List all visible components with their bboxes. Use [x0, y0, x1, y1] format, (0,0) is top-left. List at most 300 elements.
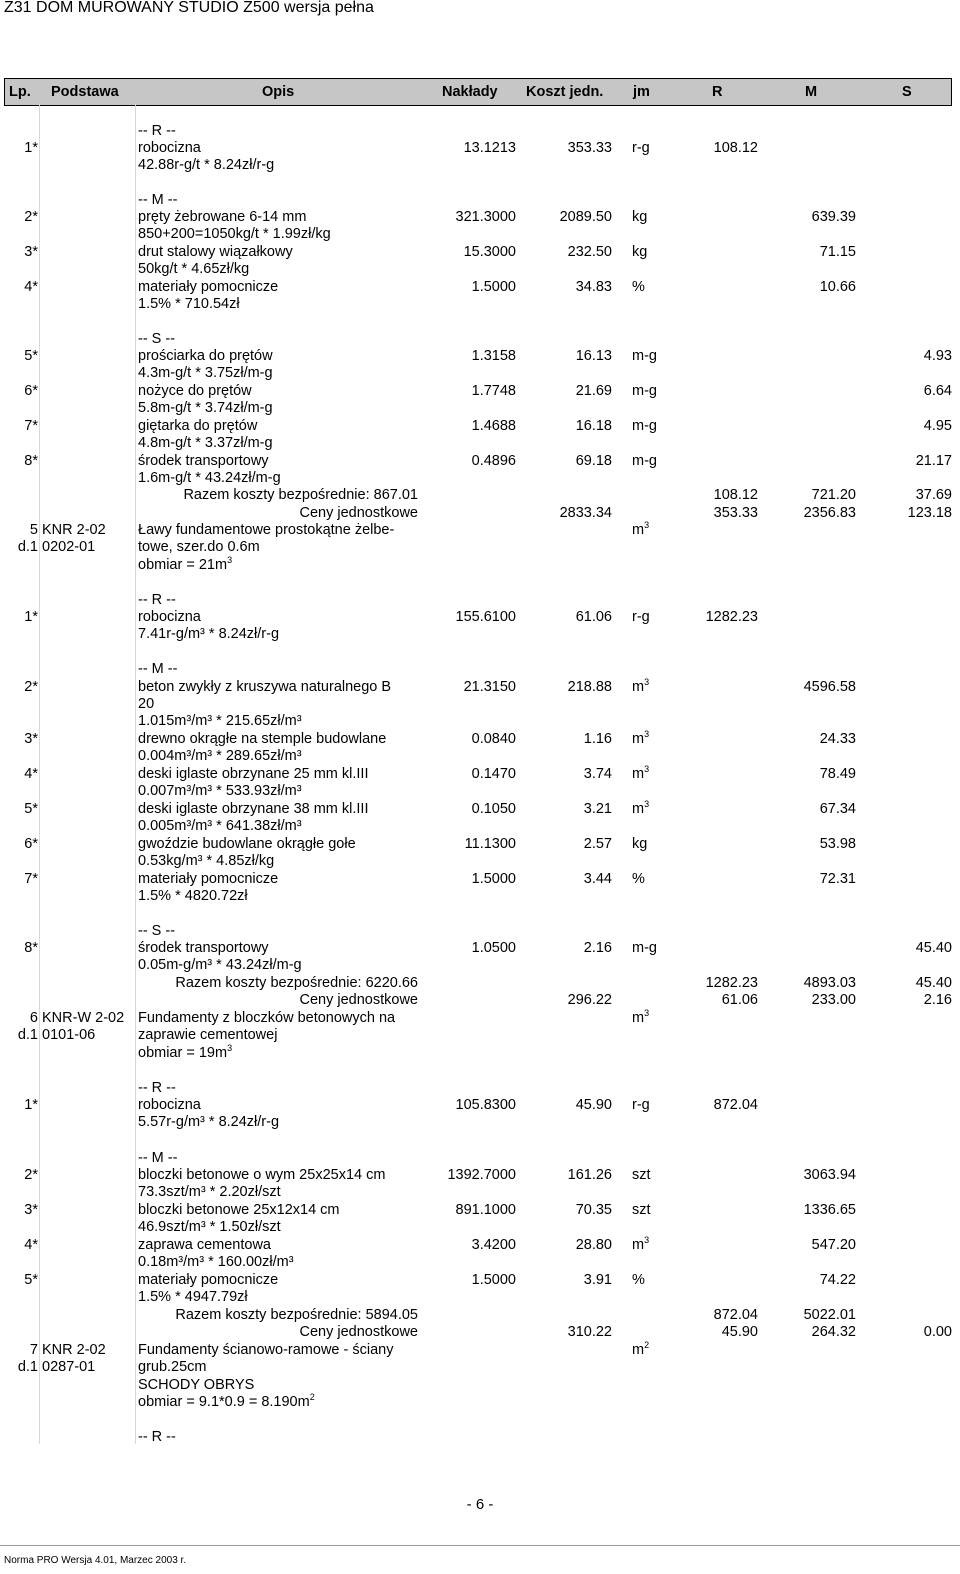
- cell-r-text: 45.90: [721, 1324, 758, 1340]
- cell-opis: [138, 713, 418, 730]
- cell-m: [760, 679, 856, 696]
- cell-lp: [0, 940, 38, 957]
- cell-m-text: 53.98: [819, 836, 856, 852]
- cell-koszt: [520, 383, 612, 400]
- cell-lp-text: 2*: [24, 209, 38, 225]
- cell-naklady: [400, 140, 516, 157]
- cell-opis-text: 1.5% * 710.54zł: [138, 296, 240, 312]
- cell-jm-text: m: [632, 522, 645, 538]
- cell-opis: [138, 522, 418, 539]
- unit-exponent: 3: [644, 729, 650, 740]
- cell-m-text: 2356.83: [803, 505, 856, 521]
- cell-koszt: [520, 418, 612, 435]
- cell-m: [760, 1202, 856, 1219]
- cell-koszt-text: 3.74: [583, 766, 612, 782]
- cell-r: [660, 1324, 758, 1341]
- cell-m-text: 24.33: [819, 731, 856, 747]
- cell-opis: [138, 1150, 418, 1167]
- cell-koszt: [520, 836, 612, 853]
- cell-opis-text: środek transportowy: [138, 453, 269, 469]
- cell-s-text: 0.00: [923, 1324, 952, 1340]
- cell-koszt-text: 69.18: [575, 453, 612, 469]
- cell-jm-text: szt: [632, 1167, 651, 1183]
- cell-opis: [138, 592, 418, 609]
- cell-r-text: 872.04: [713, 1097, 758, 1113]
- cell-opis-text: Fundamenty z bloczków betonowych na: [138, 1010, 396, 1026]
- cell-koszt-text: 2089.50: [559, 209, 612, 225]
- cell-naklady-text: 0.0840: [471, 731, 516, 747]
- cell-lp: [0, 1342, 38, 1359]
- cell-koszt: [520, 1202, 612, 1219]
- cell-opis-text: obmiar = 19m: [138, 1045, 228, 1061]
- cell-sum-text: Ceny jednostkowe: [299, 1324, 418, 1340]
- cell-opis: [138, 766, 418, 783]
- cell-opis-text: SCHODY OBRYS: [138, 1377, 255, 1393]
- cell-m-text: 547.20: [811, 1237, 856, 1253]
- cell-jm: [632, 1010, 692, 1027]
- cell-jm-text: %: [632, 279, 645, 295]
- cell-m: [760, 505, 856, 522]
- cell-jm-text: m: [632, 731, 645, 747]
- cell-s: [860, 383, 952, 400]
- cell-s-text: 45.40: [915, 975, 952, 991]
- cell-naklady-text: 0.1050: [471, 801, 516, 817]
- cell-naklady-text: 1392.7000: [447, 1167, 516, 1183]
- unit-exponent: 3: [227, 1043, 233, 1054]
- cell-pod-text: 0202-01: [42, 539, 96, 555]
- cell-opis: [138, 539, 418, 556]
- cell-opis-text: bloczki betonowe 25x12x14 cm: [138, 1202, 340, 1218]
- cell-opis-text: nożyce do prętów: [138, 383, 252, 399]
- cell-naklady-text: 11.1300: [464, 836, 516, 852]
- cell-jm-text: m-g: [632, 418, 657, 434]
- cell-m-text: 1336.65: [803, 1202, 856, 1218]
- cell-m-text: 639.39: [811, 209, 856, 225]
- cell-lp-text: d.1: [17, 539, 38, 555]
- cell-opis-text: 5.8m-g/t * 3.74zł/m-g: [138, 400, 273, 416]
- cell-opis-text: 850+200=1050kg/t * 1.99zł/kg: [138, 226, 331, 242]
- cell-lp: [0, 1272, 38, 1289]
- cell-opis: [138, 296, 418, 313]
- cell-opis-text: zaprawie cementowej: [138, 1027, 278, 1043]
- cell-opis: [138, 1097, 418, 1114]
- cell-lp-text: 5*: [24, 348, 38, 364]
- cell-koszt: [520, 505, 612, 522]
- cell-opis: [138, 383, 418, 400]
- cell-naklady: [400, 244, 516, 261]
- cell-opis-text: robocizna: [138, 1097, 201, 1113]
- cell-pod-text: KNR 2-02: [42, 522, 106, 538]
- cell-opis: [138, 348, 418, 365]
- header-koszt: Koszt jedn.: [526, 84, 604, 100]
- cell-opis-text: 4.3m-g/t * 3.75zł/m-g: [138, 365, 273, 381]
- cell-pod-text: KNR 2-02: [42, 1342, 106, 1358]
- cell-opis: [138, 836, 418, 853]
- cell-jm: [632, 418, 692, 435]
- cell-koszt: [520, 279, 612, 296]
- cell-sum: [138, 992, 418, 1009]
- cell-jm: [632, 1237, 692, 1254]
- cell-m-text: 72.31: [819, 871, 856, 887]
- cell-sum: [138, 1307, 418, 1324]
- cell-lp-text: d.1: [17, 1027, 38, 1043]
- cell-opis: [138, 140, 418, 157]
- cell-m-text: 5022.01: [803, 1307, 856, 1323]
- cell-opis: [138, 1289, 418, 1306]
- cell-opis: [138, 1237, 418, 1254]
- cell-koszt: [520, 1237, 612, 1254]
- cell-opis: [138, 801, 418, 818]
- cell-jm: [632, 801, 692, 818]
- cell-naklady: [400, 731, 516, 748]
- cell-jm-text: r-g: [632, 140, 650, 156]
- cell-opis: [138, 871, 418, 888]
- cell-lp-text: 7*: [24, 871, 38, 887]
- cell-jm-text: %: [632, 871, 645, 887]
- cell-lp-text: 7*: [24, 418, 38, 434]
- cell-jm: [632, 731, 692, 748]
- cell-jm: [632, 244, 692, 261]
- cell-lp-text: 2*: [24, 1167, 38, 1183]
- cell-opis-text: 7.41r-g/m³ * 8.24zł/r-g: [138, 626, 280, 642]
- cell-m-text: 264.32: [811, 1324, 856, 1340]
- cell-koszt-text: 1.16: [583, 731, 612, 747]
- cell-sum: [138, 975, 418, 992]
- cell-r-text: 108.12: [713, 140, 758, 156]
- cell-m: [760, 871, 856, 888]
- cell-pod-text: 0287-01: [42, 1359, 96, 1375]
- cell-s: [860, 453, 952, 470]
- cell-opis-text: 0.004m³/m³ * 289.65zł/m³: [138, 748, 302, 764]
- cell-opis: [138, 1080, 418, 1097]
- cell-opis: [138, 453, 418, 470]
- cell-s-text: 4.95: [923, 418, 952, 434]
- cell-s-text: 45.40: [915, 940, 952, 956]
- cell-sum-text: Ceny jednostkowe: [299, 505, 418, 521]
- cell-pod: [42, 1359, 138, 1376]
- cell-r: [660, 992, 758, 1009]
- cell-naklady: [400, 836, 516, 853]
- cell-opis: [138, 940, 418, 957]
- cell-opis: [138, 435, 418, 452]
- footer-divider: [0, 1545, 960, 1546]
- cell-m: [760, 279, 856, 296]
- cell-naklady-text: 3.4200: [471, 1237, 516, 1253]
- cell-m: [760, 801, 856, 818]
- unit-exponent: 3: [644, 1008, 650, 1019]
- cell-opis-text: 0.007m³/m³ * 533.93zł/m³: [138, 783, 302, 799]
- cell-m-text: 4596.58: [803, 679, 856, 695]
- cell-m: [760, 1167, 856, 1184]
- cell-lp-text: 4*: [24, 1237, 38, 1253]
- cell-naklady: [400, 279, 516, 296]
- cell-opis: [138, 365, 418, 382]
- cell-naklady-text: 1.5000: [471, 1272, 516, 1288]
- unit-exponent: 2: [644, 1340, 650, 1351]
- cell-opis: [138, 1045, 418, 1062]
- cell-m: [760, 244, 856, 261]
- cell-m: [760, 836, 856, 853]
- cell-lp-text: 2*: [24, 679, 38, 695]
- cell-koszt-text: 34.83: [575, 279, 612, 295]
- cell-pod-text: KNR-W 2-02: [42, 1010, 125, 1026]
- unit-exponent: 3: [227, 555, 233, 566]
- cell-m: [760, 1307, 856, 1324]
- cell-s-text: 2.16: [923, 992, 952, 1008]
- cell-naklady: [400, 453, 516, 470]
- cell-naklady: [400, 209, 516, 226]
- cell-lp: [0, 1010, 38, 1027]
- cell-koszt-text: 2.16: [583, 940, 612, 956]
- cell-jm-text: r-g: [632, 1097, 650, 1113]
- cell-opis: [138, 679, 418, 696]
- cell-opis: [138, 888, 418, 905]
- cell-lp: [0, 1359, 38, 1376]
- cell-jm: [632, 871, 692, 888]
- cell-jm: [632, 383, 692, 400]
- cell-opis-text: zaprawa cementowa: [138, 1237, 271, 1253]
- cell-koszt-text: 16.18: [575, 418, 612, 434]
- cell-opis-text: 50kg/t * 4.65zł/kg: [138, 261, 250, 277]
- cell-opis-text: 4.8m-g/t * 3.37zł/m-g: [138, 435, 273, 451]
- cell-jm: [632, 1202, 692, 1219]
- cell-lp-text: 8*: [24, 940, 38, 956]
- cell-opis: [138, 696, 418, 713]
- cell-opis-text: deski iglaste obrzynane 25 mm kl.III: [138, 766, 369, 782]
- cell-opis-text: pręty żebrowane 6-14 mm: [138, 209, 307, 225]
- cell-naklady: [400, 418, 516, 435]
- column-divider: [135, 104, 136, 1444]
- cell-koszt-text: 3.44: [583, 871, 612, 887]
- cell-lp: [0, 453, 38, 470]
- footer-text: Norma PRO Wersja 4.01, Marzec 2003 r.: [4, 1555, 187, 1566]
- cell-pod: [42, 1342, 138, 1359]
- cell-s: [860, 1324, 952, 1341]
- cell-opis-text: 73.3szt/m³ * 2.20zł/szt: [138, 1184, 281, 1200]
- cell-m-text: 721.20: [811, 487, 856, 503]
- cell-r: [660, 609, 758, 626]
- cell-jm-text: m-g: [632, 940, 657, 956]
- unit-exponent: 3: [644, 1235, 650, 1246]
- cell-opis-text: 1.5% * 4820.72zł: [138, 888, 248, 904]
- column-divider: [39, 104, 40, 1444]
- header-s: S: [902, 84, 912, 100]
- cell-lp: [0, 1237, 38, 1254]
- cell-lp: [0, 731, 38, 748]
- cell-jm-text: kg: [632, 209, 648, 225]
- cell-opis-text: 0.05m-g/m³ * 43.24zł/m-g: [138, 957, 302, 973]
- cell-opis-text: drut stalowy wiązałkowy: [138, 244, 293, 260]
- header-lp: Lp.: [9, 84, 31, 100]
- cell-naklady: [400, 1097, 516, 1114]
- cell-koszt: [520, 940, 612, 957]
- cell-naklady: [400, 1272, 516, 1289]
- header-podstawa: Podstawa: [51, 84, 119, 100]
- table-header: [4, 78, 952, 106]
- cell-opis-text: -- S --: [138, 331, 176, 347]
- cell-lp: [0, 348, 38, 365]
- cell-jm: [632, 940, 692, 957]
- cell-lp: [0, 140, 38, 157]
- cell-jm: [632, 1342, 692, 1359]
- cell-lp: [0, 836, 38, 853]
- cell-lp-text: 7: [29, 1342, 38, 1358]
- cell-m-text: 78.49: [819, 766, 856, 782]
- cell-m: [760, 1272, 856, 1289]
- cell-naklady-text: 0.4896: [471, 453, 516, 469]
- cell-opis: [138, 1359, 418, 1376]
- cell-naklady: [400, 1237, 516, 1254]
- header-opis: Opis: [262, 84, 295, 100]
- cell-lp-text: 4*: [24, 279, 38, 295]
- cell-m: [760, 487, 856, 504]
- cell-lp-text: 1*: [24, 609, 38, 625]
- cell-r: [660, 1307, 758, 1324]
- cell-opis: [138, 470, 418, 487]
- cell-opis: [138, 748, 418, 765]
- cell-sum-text: Razem koszty bezpośrednie: 6220.66: [175, 975, 418, 991]
- cell-jm-text: szt: [632, 1202, 651, 1218]
- cell-opis: [138, 1114, 418, 1131]
- cell-lp-text: 3*: [24, 731, 38, 747]
- cell-lp-text: d.1: [17, 1359, 38, 1375]
- cell-sum-text: Razem koszty bezpośrednie: 867.01: [183, 487, 418, 503]
- cell-koszt-text: 28.80: [575, 1237, 612, 1253]
- cell-m: [760, 992, 856, 1009]
- cell-lp: [0, 244, 38, 261]
- cell-opis-text: drewno okrągłe na stemple budowlane: [138, 731, 387, 747]
- cell-koszt: [520, 1097, 612, 1114]
- cell-lp: [0, 209, 38, 226]
- cell-opis: [138, 123, 418, 140]
- cell-lp-text: 6*: [24, 383, 38, 399]
- cell-jm-text: m: [632, 801, 645, 817]
- cell-opis-text: -- M --: [138, 1150, 178, 1166]
- cell-opis-text: obmiar = 9.1*0.9 = 8.190m: [138, 1394, 310, 1410]
- cell-jm-text: m-g: [632, 383, 657, 399]
- cell-jm: [632, 679, 692, 696]
- cell-jm: [632, 1272, 692, 1289]
- cell-lp: [0, 766, 38, 783]
- cell-m: [760, 766, 856, 783]
- cell-koszt-text: 161.26: [567, 1167, 612, 1183]
- cell-opis: [138, 1219, 418, 1236]
- cell-m-text: 10.66: [819, 279, 856, 295]
- cell-naklady-text: 1.5000: [471, 279, 516, 295]
- cell-jm-text: m-g: [632, 348, 657, 364]
- cell-koszt: [520, 140, 612, 157]
- cell-opis-text: beton zwykły z kruszywa naturalnego B: [138, 679, 392, 695]
- cell-koszt: [520, 1167, 612, 1184]
- cell-jm-text: m: [632, 679, 645, 695]
- cell-jm-text: r-g: [632, 609, 650, 625]
- cell-pod: [42, 1027, 138, 1044]
- cell-opis: [138, 209, 418, 226]
- cell-naklady-text: 13.1213: [463, 140, 516, 156]
- cell-opis: [138, 1342, 418, 1359]
- cell-lp-text: 5*: [24, 801, 38, 817]
- cell-m: [760, 209, 856, 226]
- cell-opis: [138, 853, 418, 870]
- cell-lp: [0, 383, 38, 400]
- cell-opis: [138, 331, 418, 348]
- cell-opis-text: 0.18m³/m³ * 160.00zł/m³: [138, 1254, 294, 1270]
- cell-opis-text: materiały pomocnicze: [138, 871, 279, 887]
- cell-koszt: [520, 766, 612, 783]
- cell-jm: [632, 453, 692, 470]
- cell-opis: [138, 923, 418, 940]
- cell-m: [760, 1237, 856, 1254]
- cell-naklady-text: 1.3158: [471, 348, 516, 364]
- cell-jm-text: kg: [632, 244, 648, 260]
- cell-lp: [0, 679, 38, 696]
- cell-lp-text: 5*: [24, 1272, 38, 1288]
- cell-naklady-text: 0.1470: [471, 766, 516, 782]
- cell-opis: [138, 192, 418, 209]
- cell-opis: [138, 957, 418, 974]
- cell-jm-text: m: [632, 1342, 645, 1358]
- cell-naklady: [400, 679, 516, 696]
- cell-jm: [632, 209, 692, 226]
- cell-r: [660, 1097, 758, 1114]
- cell-opis: [138, 1377, 418, 1394]
- cell-s: [860, 418, 952, 435]
- cell-naklady: [400, 766, 516, 783]
- cell-r-text: 1282.23: [705, 975, 758, 991]
- unit-exponent: 3: [644, 799, 650, 810]
- cell-opis: [138, 609, 418, 626]
- cell-opis: [138, 226, 418, 243]
- cell-opis-text: -- M --: [138, 661, 178, 677]
- cell-opis: [138, 783, 418, 800]
- cell-koszt: [520, 1272, 612, 1289]
- cell-s: [860, 348, 952, 365]
- cell-opis: [138, 1010, 418, 1027]
- cell-opis-text: giętarka do prętów: [138, 418, 258, 434]
- cell-koszt: [520, 348, 612, 365]
- cell-jm: [632, 1167, 692, 1184]
- cell-koszt: [520, 453, 612, 470]
- cell-s: [860, 992, 952, 1009]
- cell-lp-text: 5: [29, 522, 38, 538]
- cell-opis-text: -- R --: [138, 1429, 176, 1445]
- cell-opis: [138, 1027, 418, 1044]
- cell-lp: [0, 1167, 38, 1184]
- cell-opis-text: 42.88r-g/t * 8.24zł/r-g: [138, 157, 275, 173]
- cell-opis: [138, 400, 418, 417]
- cell-opis: [138, 244, 418, 261]
- cell-opis-text: -- R --: [138, 123, 176, 139]
- cell-naklady-text: 1.4688: [471, 418, 516, 434]
- cell-naklady: [400, 1202, 516, 1219]
- cell-opis-text: materiały pomocnicze: [138, 1272, 279, 1288]
- cell-lp-text: 4*: [24, 766, 38, 782]
- cell-opis: [138, 661, 418, 678]
- cell-opis-text: -- S --: [138, 923, 176, 939]
- cell-r-text: 61.06: [721, 992, 758, 1008]
- cell-m-text: 233.00: [811, 992, 856, 1008]
- document-title: Z31 DOM MUROWANY STUDIO Z500 wersja pełna: [4, 0, 374, 16]
- cell-r-text: 872.04: [713, 1307, 758, 1323]
- cell-m-text: 4893.03: [803, 975, 856, 991]
- cell-koszt-text: 61.06: [575, 609, 612, 625]
- cell-opis-text: 0.53kg/m³ * 4.85zł/kg: [138, 853, 275, 869]
- cell-opis-text: Fundamenty ścianowo-ramowe - ściany: [138, 1342, 394, 1358]
- cell-lp-text: 8*: [24, 453, 38, 469]
- cell-koszt-text: 232.50: [567, 244, 612, 260]
- cell-sum: [138, 505, 418, 522]
- cell-r: [660, 487, 758, 504]
